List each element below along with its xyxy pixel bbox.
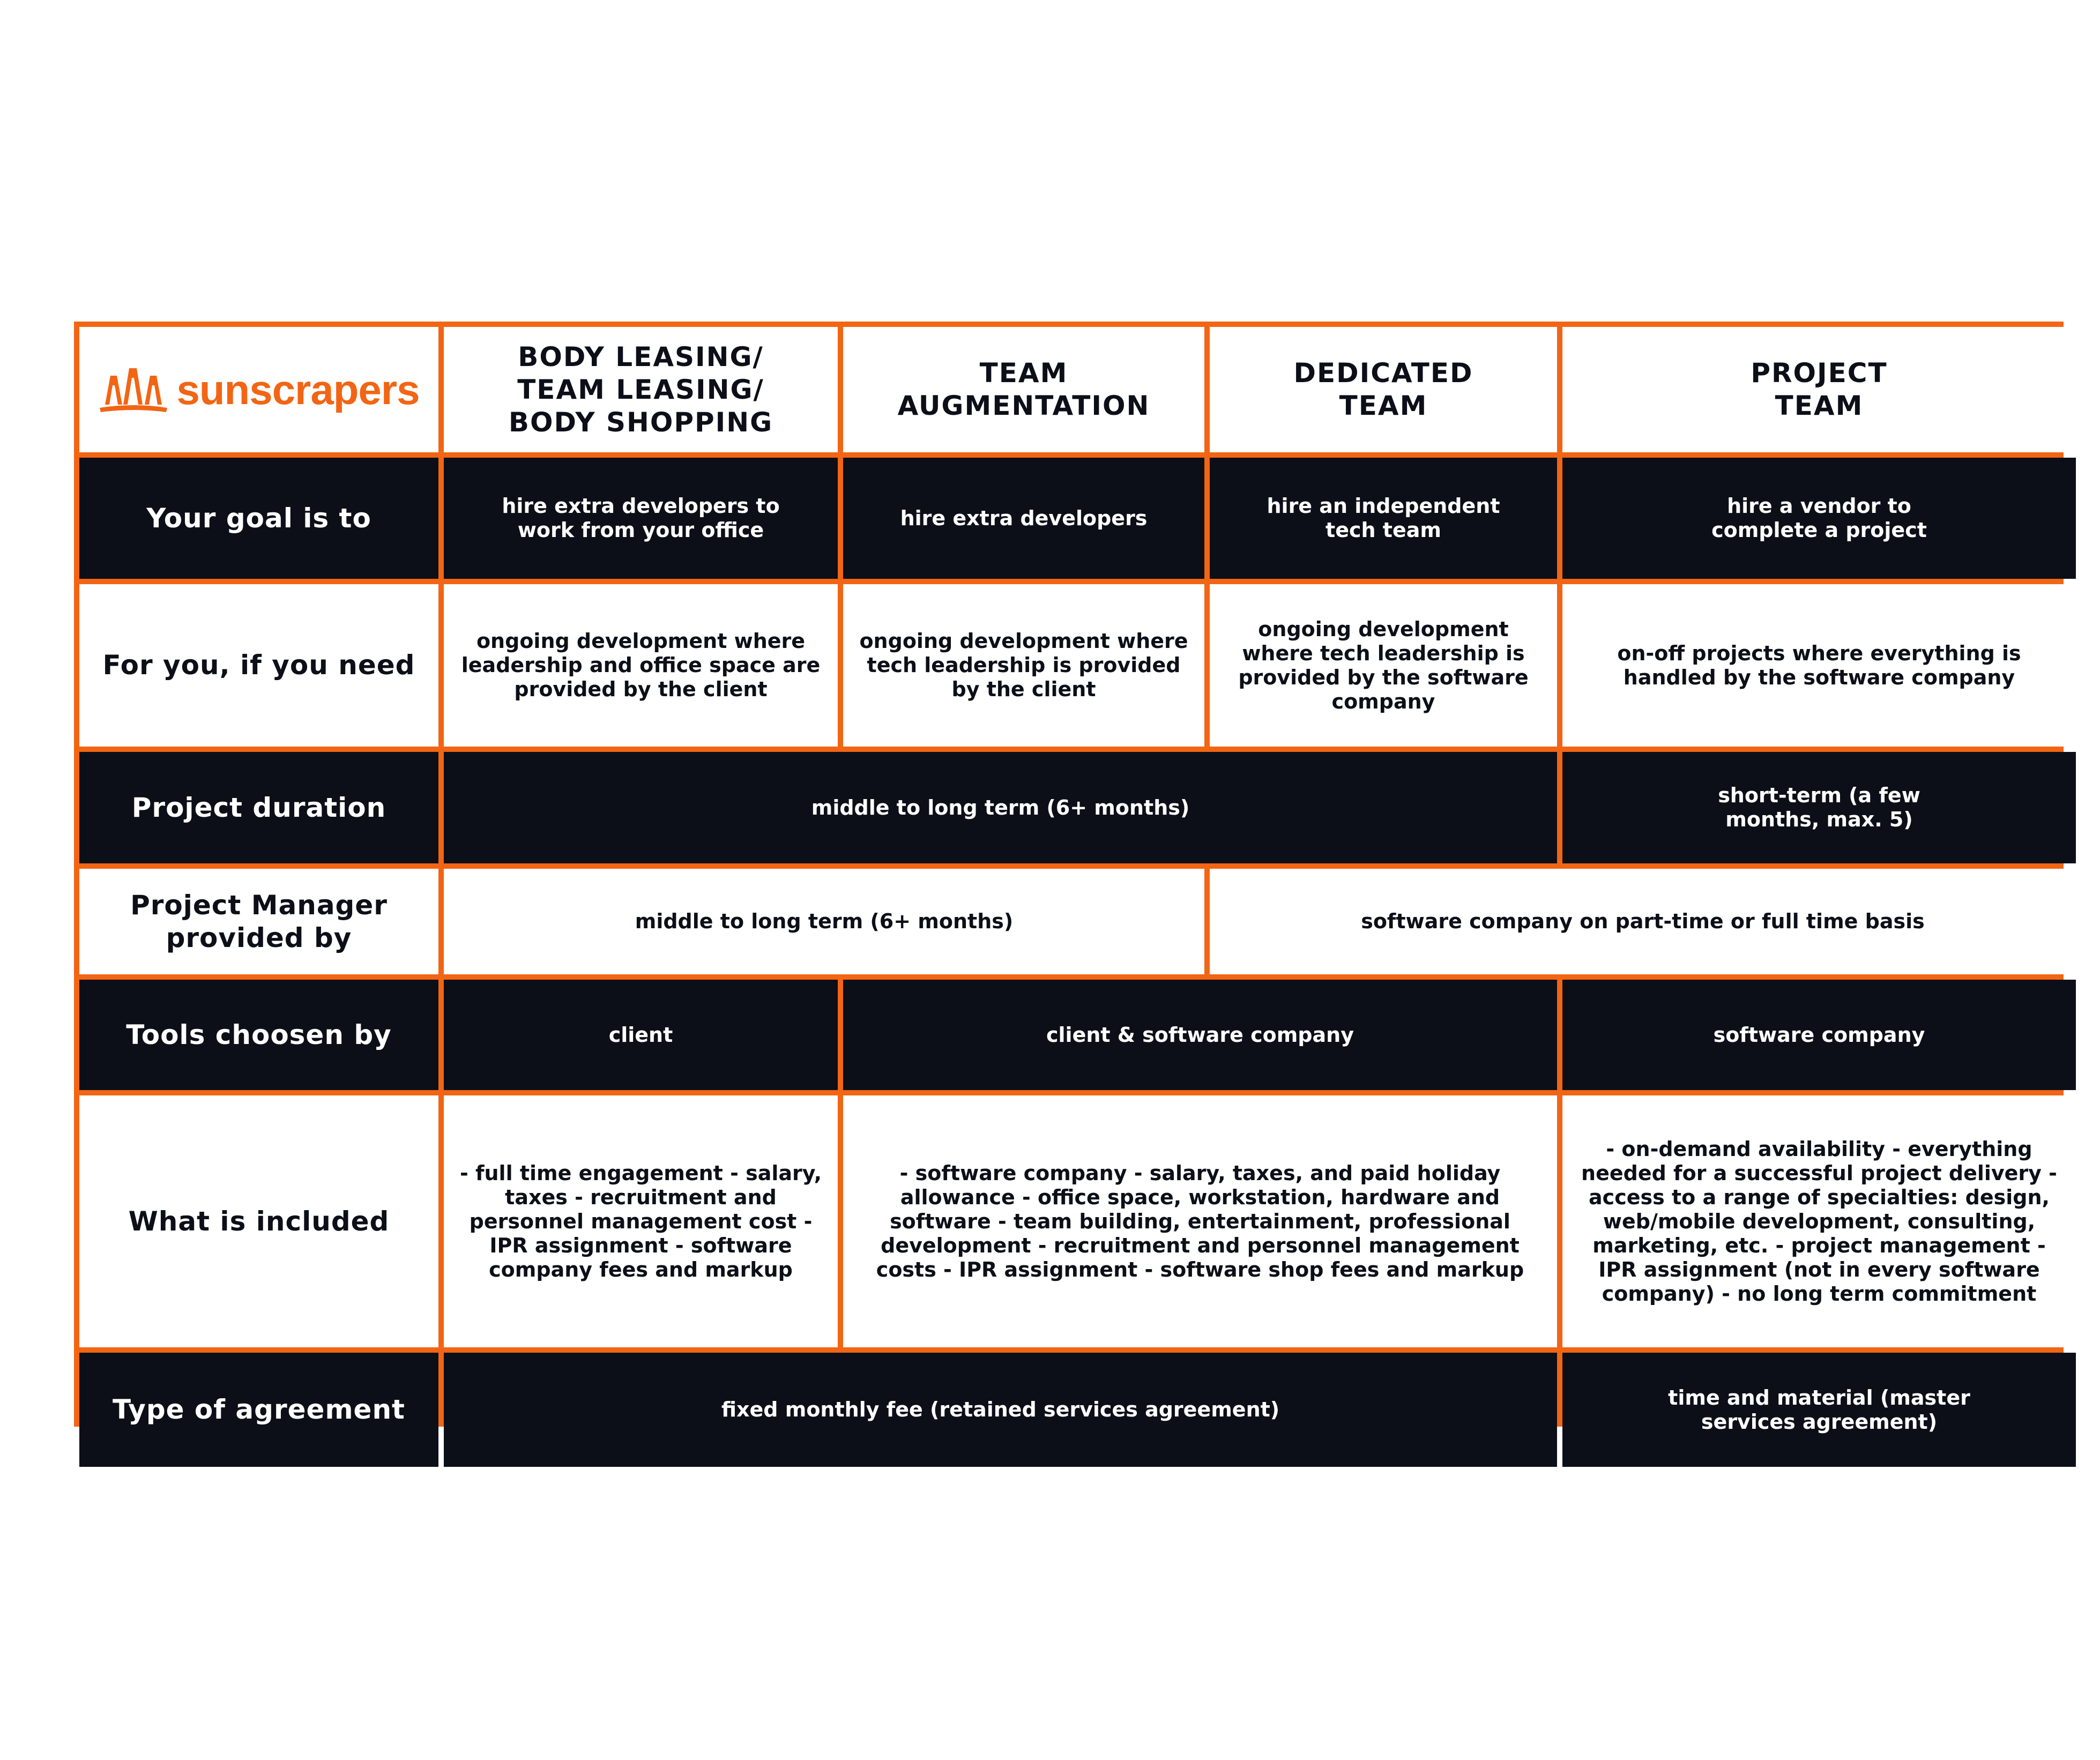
tools-software-company: software company [1562, 980, 2076, 1090]
row-label-need: For you, if you need [79, 584, 438, 747]
brand-logo [79, 327, 438, 452]
need-project-team: on-off projects where everything is handled by the software company [1562, 584, 2076, 747]
row-label-tools: Tools choosen by [79, 980, 438, 1090]
included-project-team: - on-demand availability - everything needed for a successful project delivery - access to a range of specialties: design, web/mobile development, consulting, marketing, etc. - project management - IPR assignment (not in every software company) - no long term commitment [1562, 1095, 2076, 1347]
included-augmentation-dedicated: - software company - salary, taxes, and paid holiday allowance - office space, workstation, hardware and software - team building, entertainment, professional development - recruitment and personnel management costs - IPR assignment - software shop fees and markup [843, 1095, 1557, 1347]
need-team-augmentation: ongoing development where tech leadership is provided by the client [843, 584, 1204, 747]
goal-project-team: hire a vendor to complete a project [1562, 458, 2076, 579]
goal-body-leasing: hire extra developers to work from your office [444, 458, 838, 579]
duration-short-term: short-term (a few months, max. 5) [1562, 752, 2076, 863]
column-header-team-augmentation: TEAM AUGMENTATION [843, 327, 1204, 452]
pm-software-company: software company on part-time or full time basis [1210, 869, 2076, 974]
duration-long-term: middle to long term (6+ months) [444, 752, 1557, 863]
included-body-leasing: - full time engagement - salary, taxes - recruitment and personnel management cost - IPR assignment - software company fees and markup [444, 1095, 838, 1347]
brand-name: sunscrapers [176, 366, 420, 413]
comparison-table [74, 322, 2064, 1434]
column-header-body-leasing: BODY LEASING/ TEAM LEASING/ BODY SHOPPING [444, 327, 838, 452]
pm-client: middle to long term (6+ months) [444, 869, 1204, 974]
sunscrapers-logo-icon [99, 364, 168, 415]
row-label-project-manager: Project Manager provided by [79, 869, 438, 974]
row-label-agreement: Type of agreement [79, 1353, 438, 1467]
row-label-duration: Project duration [79, 752, 438, 863]
row-label-goal: Your goal is to [79, 458, 438, 579]
goal-team-augmentation: hire extra developers [843, 458, 1204, 579]
tools-client-and-software-company: client & software company [843, 980, 1557, 1090]
row-label-included: What is included [79, 1095, 438, 1347]
agreement-fixed-monthly: fixed monthly fee (retained services agreement) [444, 1353, 1557, 1467]
column-header-project-team: PROJECT TEAM [1562, 327, 2076, 452]
tools-client: client [444, 980, 838, 1090]
column-header-dedicated-team: DEDICATED TEAM [1210, 327, 1557, 452]
agreement-time-and-material: time and material (master services agreement) [1562, 1353, 2076, 1467]
need-body-leasing: ongoing development where leadership and office space are provided by the client [444, 584, 838, 747]
need-dedicated-team: ongoing development where tech leadership is provided by the software company [1210, 584, 1557, 747]
goal-dedicated-team: hire an independent tech team [1210, 458, 1557, 579]
